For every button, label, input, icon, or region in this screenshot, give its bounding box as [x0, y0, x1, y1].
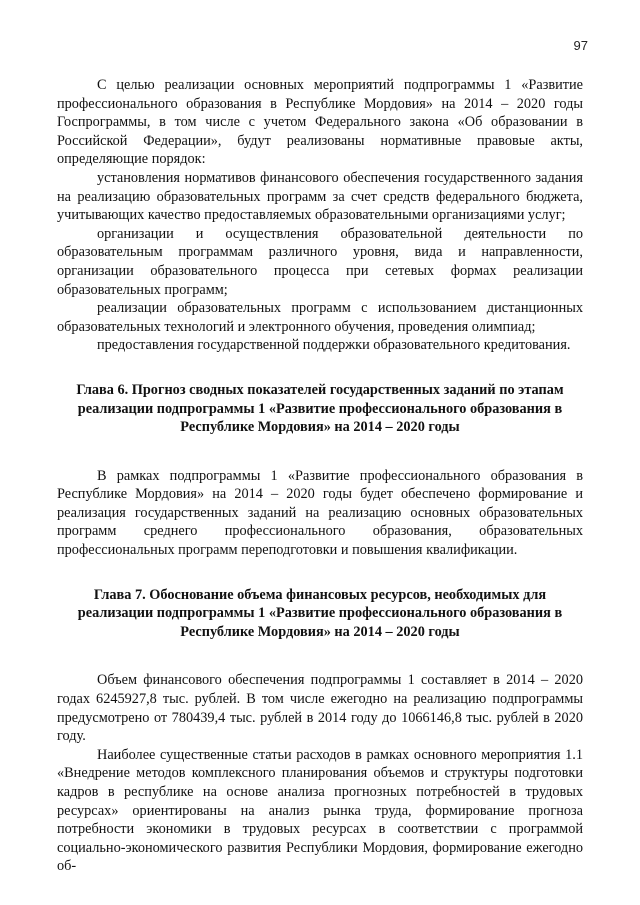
chapter6-heading: Глава 6. Прогноз сводных показателей государственных заданий по этапам реализации подпрограммы 1 «Развитие профессионального образования в Республике Мордовия» на 2014 – 2020 годы: [76, 381, 564, 436]
list-item-distance-learning: реализации образовательных программ с использованием дистанционных образовательных технологий и электронного обучения, проведения олимпиад;: [57, 300, 583, 335]
chapter6-paragraph: В рамках подпрограммы 1 «Развитие профессионального образования в Республике Мордовия» на 2014 – 2020 годы будет обеспечено формирование и реализация государственных заданий на реализацию основных образовательных программ среднего профессионального образования, образовательных профессиональных программ переподготовки и повышения квалификации.: [57, 467, 583, 559]
list-item-credit-support: предоставления государственной поддержки образовательного кредитования.: [97, 337, 571, 354]
chapter7-paragraph-expenses: Наиболее существенные статьи расходов в рамках основного мероприятия 1.1 «Внедрение методов комплексного планирования объемов и структуры подготовки кадров в республике на основе анализа прогнозных потребностей в трудовых ресурсах» ориентированы на анализ рынка труда, формирование прогноза потребности экономики в трудовых ресурсах в соответствии с программой социально-экономического развития Республики Мордовия, формирование ежегодно об-: [57, 746, 583, 875]
chapter7-paragraph-funding: Объем финансового обеспечения подпрограммы 1 составляет в 2014 – 2020 годах 6245927,8 тыс. рублей. В том числе ежегодно на реализацию подпрограммы предусмотрено от 780439,4 тыс. рублей в 2014 году до 1066146,8 тыс. рублей в 2020 году.: [57, 672, 583, 745]
list-item-organization: организации и осуществления образовательной деятельности по образовательным программам различного уровня, вида и направленности, организации образовательного процесса при сетевых формах реализации образовательных программ;: [57, 225, 583, 298]
list-item-standards: установления нормативов финансового обеспечения государственного задания на реализацию образовательных программ за счет средств федерального бюджета, учитывающих качество предоставляемых образовательными организациями услуг;: [57, 169, 583, 224]
page-content: [57, 76, 583, 876]
section1-intro: С целью реализации основных мероприятий подпрограммы 1 «Развитие профессионального образования в Республике Мордовия» на 2014 – 2020 годы Госпрограммы, в том числе с учетом Федерального закона «Об образовании в Российской Федерации», будут реализованы нормативные правовые акты, определяющие порядок:: [57, 77, 583, 168]
page-number: 97: [573, 38, 588, 53]
chapter7-heading: Глава 7. Обоснование объема финансовых ресурсов, необходимых для реализации подпрограммы 1 «Развитие профессионального образования в Республике Мордовия» на 2014 – 2020 годы: [77, 586, 563, 640]
